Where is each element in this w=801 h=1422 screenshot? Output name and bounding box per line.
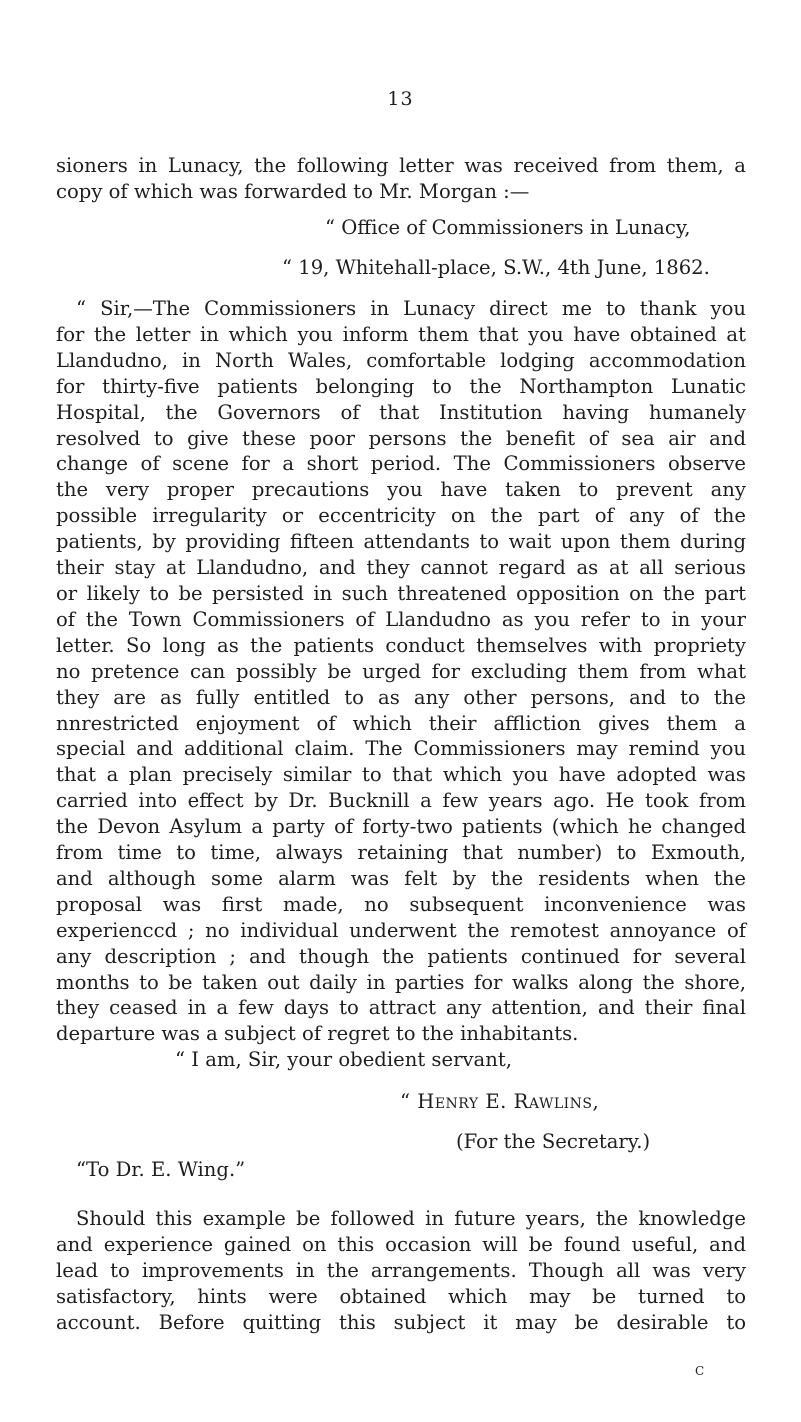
text-line: “ Sir,—The Commissioners in Lunacy direct me to thank you [76, 297, 746, 320]
text-line: patients, by providing fifteen attendants to wait upon them during [56, 530, 746, 554]
text-line: special and additional claim. The Commissioners may remind you [56, 737, 746, 761]
text-line: they ceased in a few days to attract any attention, and their final [56, 996, 746, 1020]
text-line: Should this example be followed in future years, the knowledge [76, 1207, 746, 1230]
text-line: account. Before quitting this subject it may be desirable to [56, 1310, 746, 1334]
text-line: for the letter in which you inform them that you have obtained at [56, 322, 746, 346]
text-line: Hospital, the Governors of that Institution having humanely [56, 400, 746, 424]
text-line: resolved to give these poor persons the benefit of sea air and [56, 426, 746, 450]
text-line: and experience gained on this occasion will be found useful, and [56, 1232, 746, 1256]
text-line: or likely to be persisted in such threatened opposition on the part [56, 581, 746, 605]
text-line: possible irregularity or eccentricity on the part of any of the [56, 504, 746, 528]
text-line: for thirty-five patients belonging to the Northampton Lunatic [56, 374, 746, 398]
letter-body [56, 296, 746, 1047]
text-line: experienccd ; no individual underwent the remotest annoyance of [56, 918, 746, 942]
text-line: no pretence can possibly be urged for excluding them from what [56, 659, 746, 683]
text-line: sioners in Lunacy, the following letter was received from them, a [56, 154, 746, 177]
text-line: months to be taken out daily in parties for walks along the shore, [56, 970, 746, 994]
text-line: Llandudno, in North Wales, comfortable lodging accommodation [56, 348, 746, 372]
signature-role: (For the Secretary.) [456, 1130, 651, 1153]
text-line: the Devon Asylum a party of forty-two patients (which he changed [56, 815, 746, 839]
catchword: c [695, 1360, 705, 1380]
text-line: carried into effect by Dr. Bucknill a few years ago. He took from [56, 789, 746, 813]
text-line: copy of which was forwarded to Mr. Morgan :— [56, 179, 530, 203]
text-line: departure was a subject of regret to the inhabitants. [56, 1022, 579, 1046]
text-line: lead to improvements in the arrangements. Though all was very [56, 1258, 746, 1282]
text-line: change of scene for a short period. The Commissioners observe [56, 452, 746, 476]
text-line: they are as fully entitled to as any other persons, and to the [56, 685, 746, 709]
continuation-paragraph [56, 1206, 746, 1336]
text-line: that a plan precisely similar to that which you have adopted was [56, 763, 746, 787]
text-line: letter. So long as the patients conduct themselves with propriety [56, 633, 746, 657]
text-line: proposal was first made, no subsequent inconvenience was [56, 892, 746, 916]
intro-paragraph [56, 153, 746, 205]
letter-heading-office: “ Office of Commissioners in Lunacy, [325, 216, 691, 239]
letter-closing: “ I am, Sir, your obedient servant, [175, 1048, 512, 1071]
text-line: from time to time, always retaining that number) to Exmouth, [56, 841, 746, 865]
text-line: of the Town Commissioners of Llandudno as you refer to in your [56, 607, 746, 631]
text-line: their stay at Llandudno, and they cannot regard as at all serious [56, 556, 746, 580]
page-number: 13 [387, 88, 414, 110]
text-line: and although some alarm was felt by the residents when the [56, 866, 746, 890]
letter-addressee: “To Dr. E. Wing.” [76, 1158, 246, 1181]
text-line: nnrestricted enjoyment of which their affliction gives them a [56, 711, 746, 735]
text-line: the very proper precautions you have taken to prevent any [56, 478, 746, 502]
text-line: satisfactory, hints were obtained which may be turned to [56, 1284, 746, 1308]
text-line: any description ; and though the patients continued for several [56, 944, 746, 968]
letter-heading-address: “ 19, Whitehall-place, S.W., 4th June, 1862. [282, 256, 710, 279]
letter-signature: “ Henry E. Rawlins, [400, 1090, 600, 1113]
